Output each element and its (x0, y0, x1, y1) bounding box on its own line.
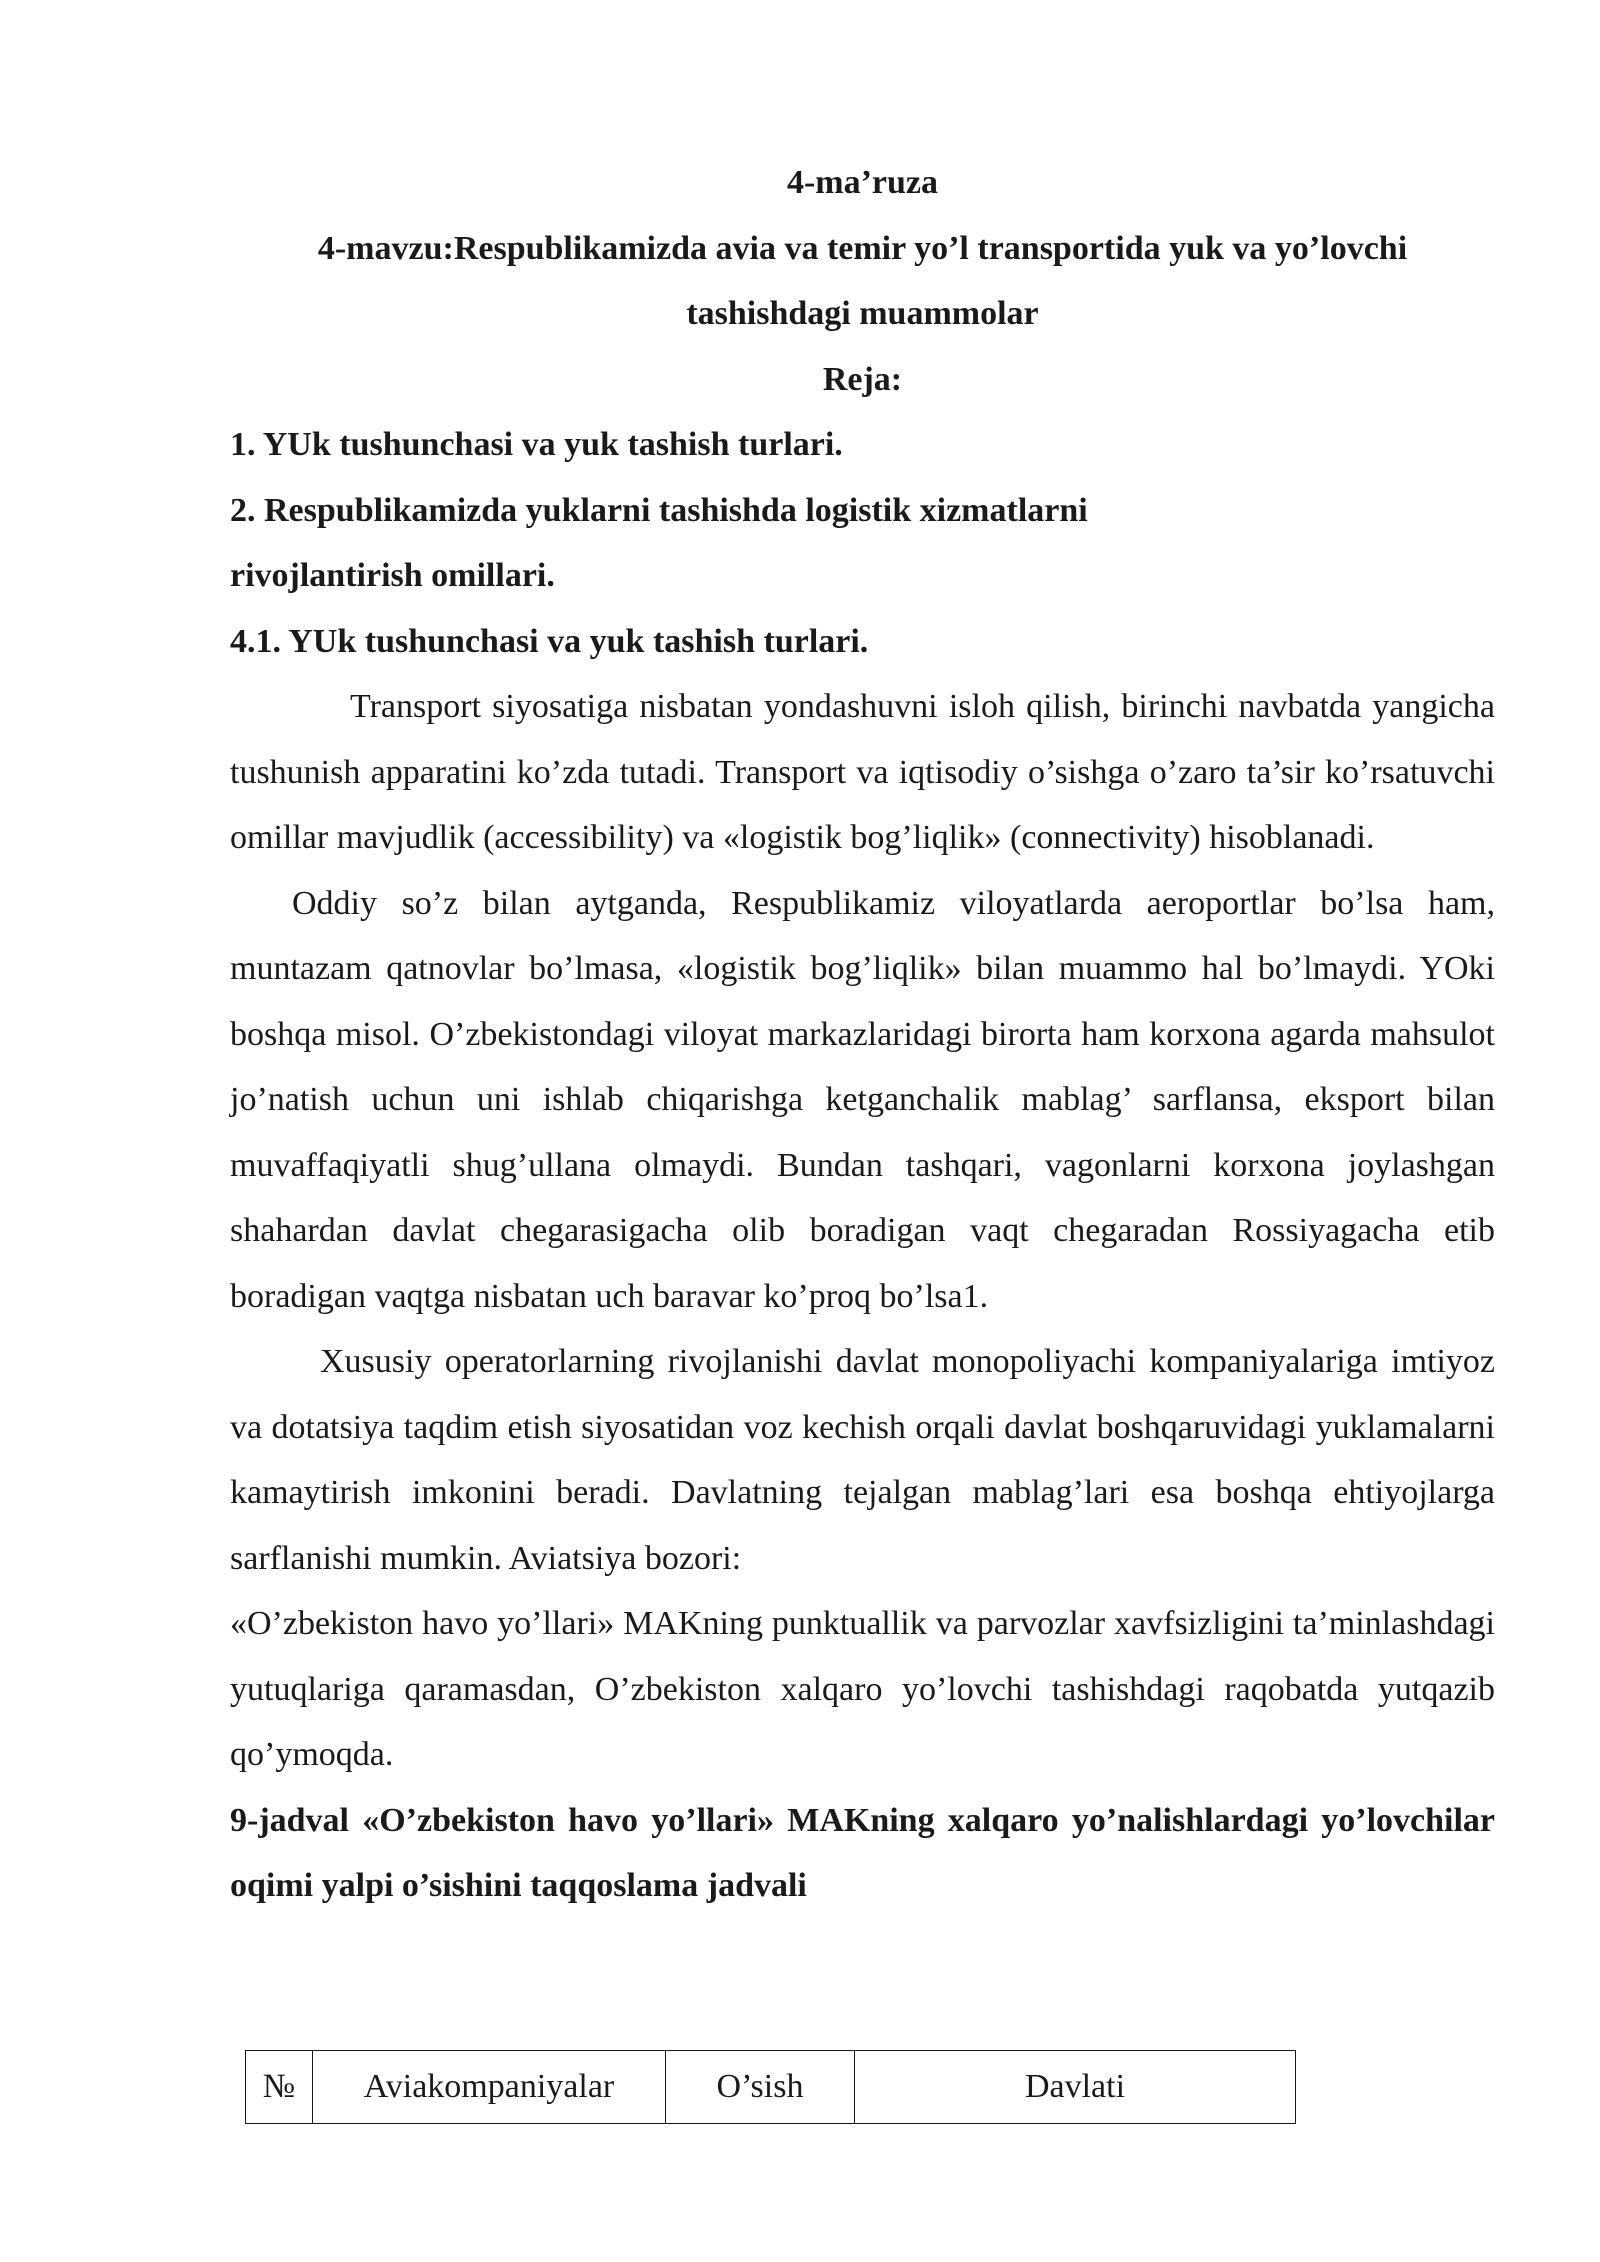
plan-item-2-line-1: 2. Respublikamizda yuklarni tashishda logistik xizmatlarni (230, 491, 1088, 529)
plan-label: Reja: (822, 360, 903, 398)
paragraph-2: Oddiy so’z bilan aytganda, Respublikamiz viloyatlarda aeroportlar bo’lsa ham, muntazam qatnovlar bo’lmasa, «logistik bog’liqlik» bilan muammo hal bo’lmaydi. YOki boshqa misol. O’zbekistondagi viloyat markazlaridagi birorta ham korxona agarda mahsulot jo’natish uchun uni ishlab chiqarishga ketganchalik mablag’ sarflansa, eksport bilan muvaffaqiyatli shug’ullana olmaydi. Bundan tashqari, vagonlarni korxona joylashgan shahardan davlat chegarasigacha olib boradigan vaqt chegaradan Rossiyagacha etib boradigan vaqtga nisbatan uch baravar ko’proq bo’lsa1. (230, 884, 1495, 1315)
airlines-table (245, 2050, 1296, 2124)
plan-item-1: 1. YUk tushunchasi va yuk tashish turlari. (230, 426, 843, 463)
header-number: № (246, 2051, 313, 2124)
topic-title-line-1: 4-mavzu:Respublikamizda avia va temir yo’l transportida yuk va yo’lovchi (317, 229, 1408, 267)
table-caption: 9-jadval «O’zbekiston havo yo’llari» MAKning xalqaro yo’nalishlardagi yo’lovchilar oqimi yalpi o’sishini taqqoslama jadvali (230, 1801, 1495, 1904)
header-airlines: Aviakompaniyalar (313, 2051, 666, 2124)
topic-title-line-2: tashishdagi muammolar (686, 295, 1039, 332)
paragraph-1: Transport siyosatiga nisbatan yondashuvni isloh qilish, birinchi navbatda yangicha tushunish apparatini ko’zda tutadi. Transport va iqtisodiy o’sishga o’zaro ta’sir ko’rsatuvchi omillar mavjudlik (accessibility) va «logistik bog’liqlik» (connectivity) hisoblanadi. (230, 688, 1495, 856)
header-country: Davlati (855, 2051, 1296, 2124)
lecture-number: 4-ma’ruza (786, 164, 939, 201)
paragraph-3: Xususiy operatorlarning rivojlanishi davlat monopoliyachi kompaniyalariga imtiyoz va dotatsiya taqdim etish siyosatidan voz kechish orqali davlat boshqaruvidagi yuklamalarni kamaytirish imkonini beradi. Davlatning tejalgan mablag’lari esa boshqa ehtiyojlarga sarflanishi mumkin. Aviatsiya bozori: (230, 1343, 1495, 1577)
document-page (230, 150, 1495, 1919)
plan-item-2-line-2: rivojlantirish omillari. (230, 557, 555, 594)
section-heading: 4.1. YUk tushunchasi va yuk tashish turlari. (230, 622, 869, 660)
table-header-row (246, 2051, 1296, 2124)
header-growth: O’sish (666, 2051, 855, 2124)
paragraph-4: «O’zbekiston havo yo’llari» MAKning punktuallik va parvozlar xavfsizligini ta’minlashdagi yutuqlariga qaramasdan, O’zbekiston xalqaro yo’lovchi tashishdagi raqobatda yutqazib qo’ymoqda. (230, 1605, 1495, 1773)
